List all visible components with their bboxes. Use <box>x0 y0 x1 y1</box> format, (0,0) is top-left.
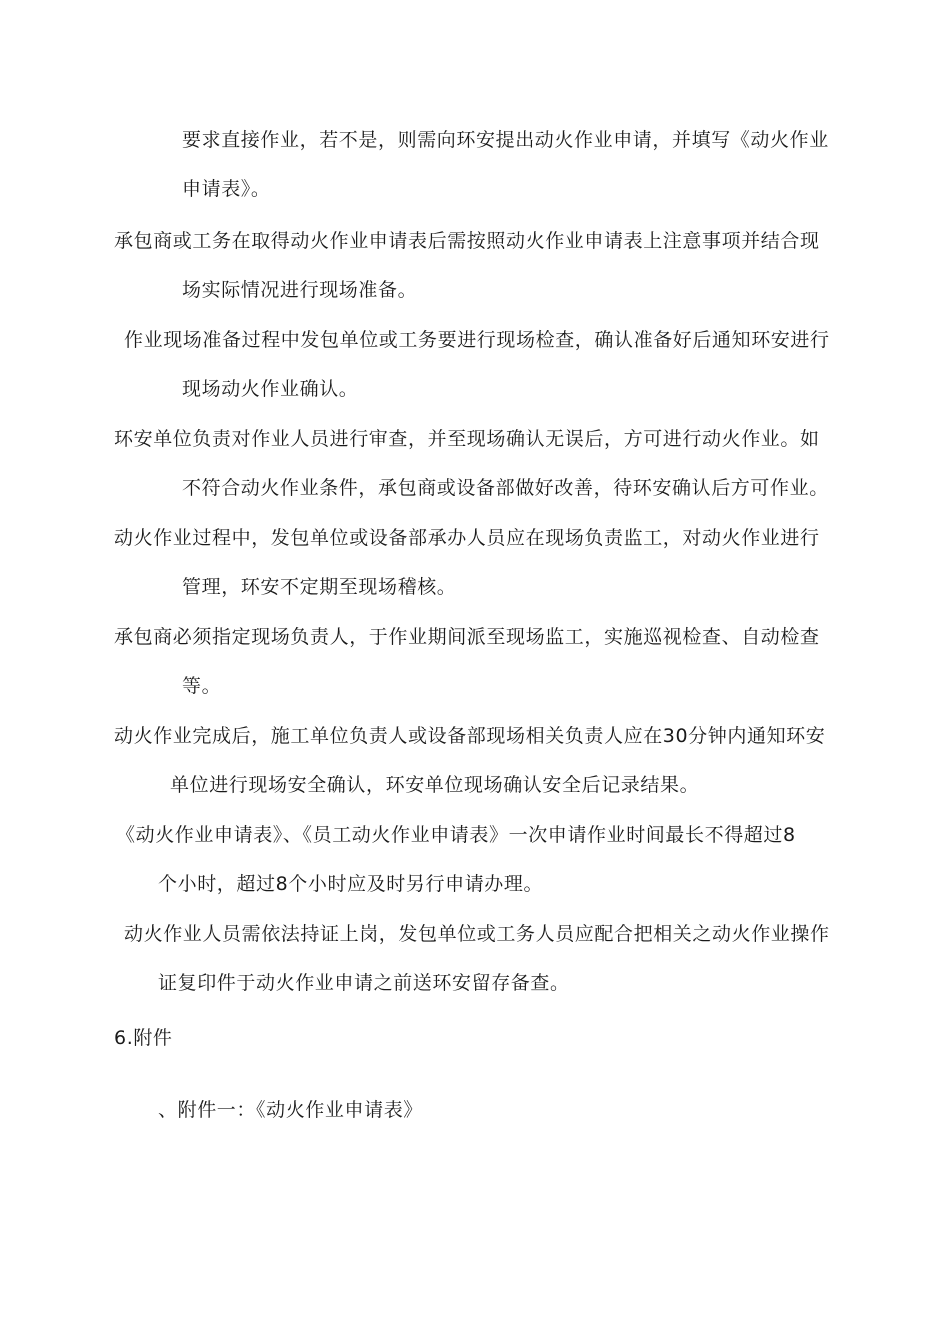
attachment-item: 、附件一：《动火作业申请表》 <box>158 1099 423 1121</box>
paragraph-3-line-1: 作业现场准备过程中发包单位或工务要进行现场检查，确认准备好后通知环安进行 <box>124 329 830 351</box>
paragraph-4-line-2: 不符合动火作业条件，承包商或设备部做好改善，待环安确认后方可作业。 <box>182 477 829 499</box>
paragraph-2-line-2: 场实际情况进行现场准备。 <box>182 279 418 301</box>
paragraph-7-line-2: 单位进行现场安全确认，环安单位现场确认安全后记录结果。 <box>170 774 700 796</box>
paragraph-1-line-1: 要求直接作业，若不是，则需向环安提出动火作业申请，并填写《动火作业 <box>182 129 829 151</box>
paragraph-5-line-2: 管理，环安不定期至现场稽核。 <box>182 576 457 598</box>
paragraph-5-line-1: 动火作业过程中，发包单位或设备部承办人员应在现场负责监工，对动火作业进行 <box>114 527 820 549</box>
paragraph-9-line-1: 动火作业人员需依法持证上岗，发包单位或工务人员应配合把相关之动火作业操作 <box>124 923 830 945</box>
paragraph-6-line-2: 等。 <box>182 675 222 697</box>
paragraph-1-line-2: 申请表》。 <box>182 178 271 200</box>
paragraph-8-line-2: 个小时，超过8个小时应及时另行申请办理。 <box>158 873 544 895</box>
paragraph-2-line-1: 承包商或工务在取得动火作业申请表后需按照动火作业申请表上注意事项并结合现 <box>114 230 820 252</box>
paragraph-9-line-2: 证复印件于动火作业申请之前送环安留存备查。 <box>158 972 570 994</box>
paragraph-3-line-2: 现场动火作业确认。 <box>182 378 359 400</box>
paragraph-6-line-1: 承包商必须指定现场负责人，于作业期间派至现场监工，实施巡视检查、自动检查 <box>114 626 820 648</box>
paragraph-4-line-1: 环安单位负责对作业人员进行审查，并至现场确认无误后，方可进行动火作业。如 <box>114 428 820 450</box>
section-heading: 6.附件 <box>114 1027 173 1049</box>
paragraph-8-line-1: 《动火作业申请表》、《员工动火作业申请表》一次申请作业时间最长不得超过8 <box>116 824 796 846</box>
paragraph-7-line-1: 动火作业完成后，施工单位负责人或设备部现场相关负责人应在30分钟内通知环安 <box>114 725 826 747</box>
